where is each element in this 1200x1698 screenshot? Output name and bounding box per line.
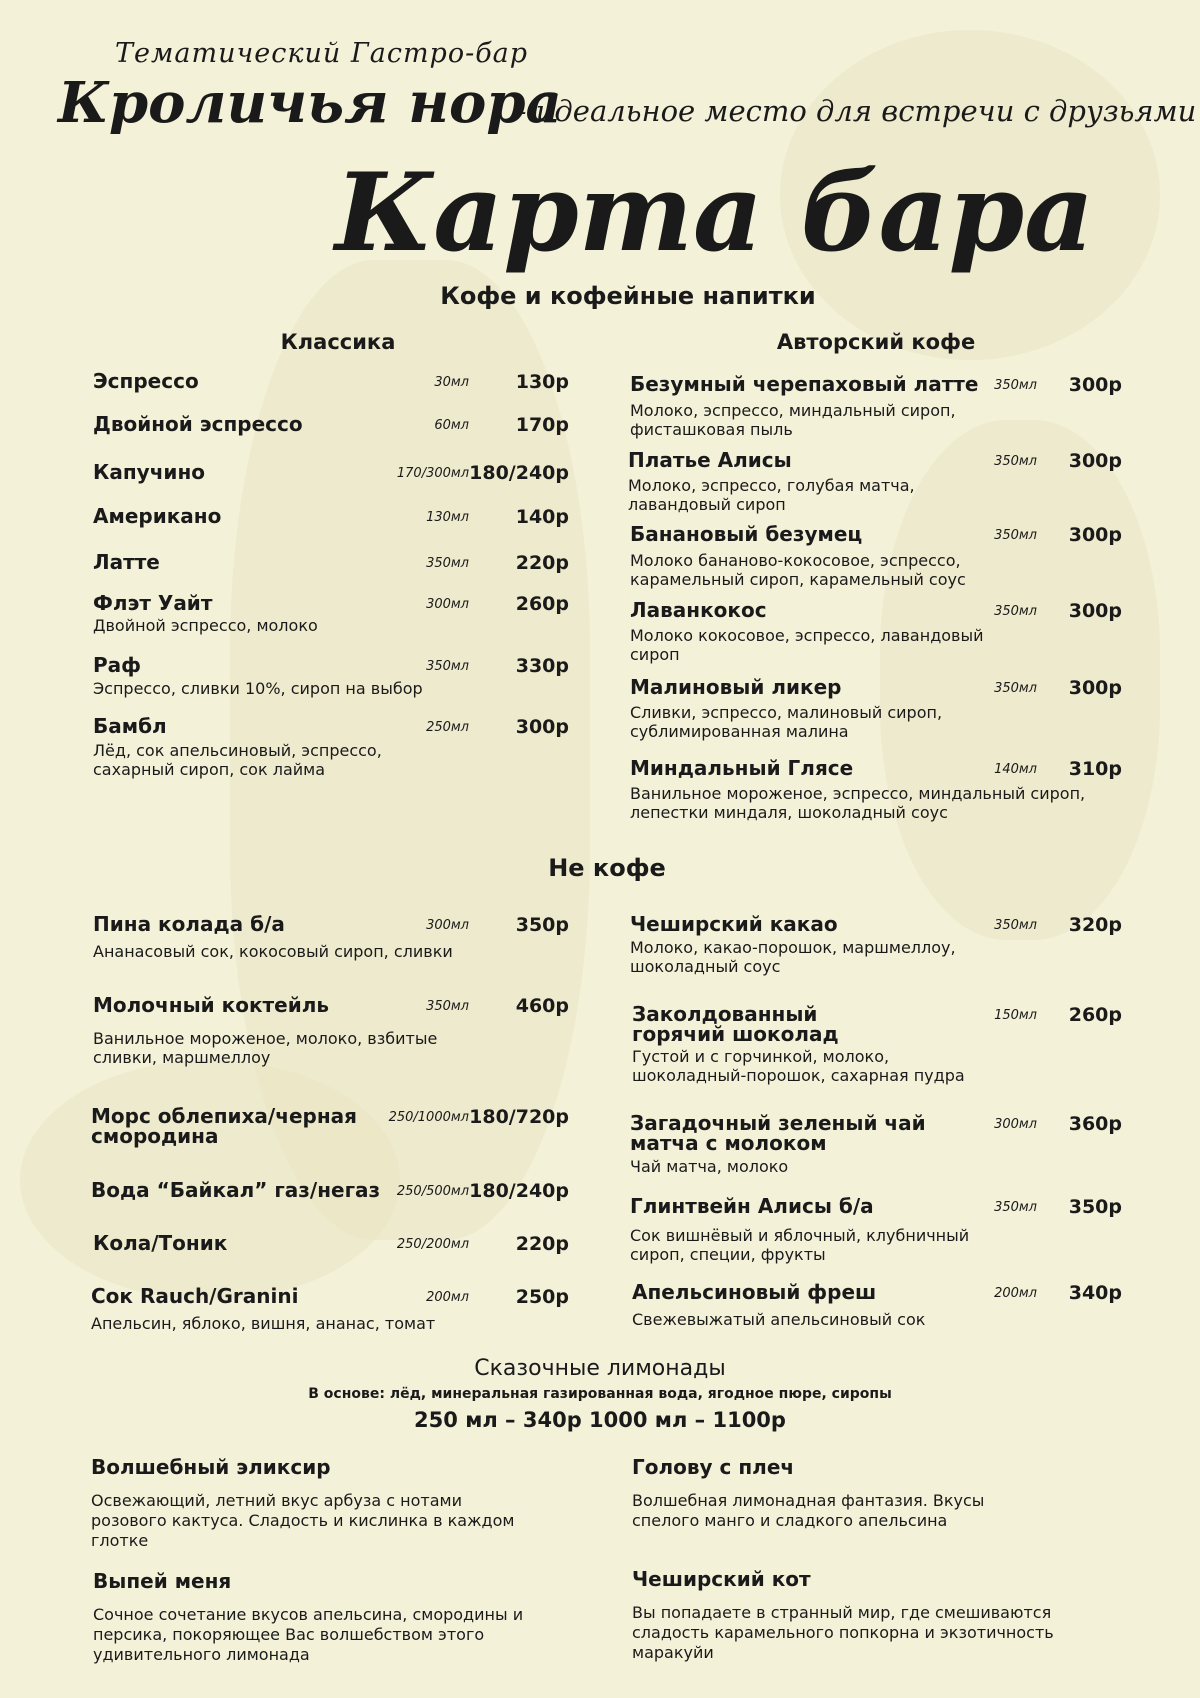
item-price: 260р — [1068, 1004, 1122, 1026]
lemonade-description: Освежающий, летний вкус арбуза с нотами розового кактуса. Сладость и кислинка в каждом глотке — [91, 1491, 515, 1550]
item-name: Пина колада б/а — [93, 912, 285, 936]
item-name: Молочный коктейль — [93, 993, 329, 1017]
item-volume: 300мл — [994, 1117, 1037, 1132]
item-description: Молоко, какао-порошок, маршмеллоу, шоколадный соус — [630, 938, 956, 976]
item-name: Малиновый ликер — [630, 675, 842, 699]
item-name: Вода “Байкал” газ/негаз — [91, 1178, 381, 1202]
lemonade-item — [632, 1567, 1092, 1663]
item-price: 220р — [515, 552, 569, 574]
lemonade-item — [93, 1569, 533, 1665]
item-name: Платье Алисы — [628, 448, 792, 472]
lemonade-description: Вы попадаете в странный мир, где смешиваются сладость карамельного попкорна и экзотичность маракуйи — [632, 1603, 1054, 1662]
item-volume: 350мл — [994, 1200, 1037, 1215]
item-name: Американо — [93, 504, 222, 528]
item-name: Двойной эспрессо — [93, 412, 303, 436]
item-price: 300р — [1068, 677, 1122, 699]
item-price: 140р — [515, 506, 569, 528]
lemonade-name: Выпей меня — [93, 1569, 232, 1593]
item-description: Молоко бананово-кокосовое, эспрессо, карамельный сироп, карамельный соус — [630, 551, 966, 589]
section-heading-lemonades: Сказочные лимонады — [474, 1356, 726, 1381]
item-name: Заколдованный горячий шоколад — [632, 1002, 839, 1046]
item-volume: 350мл — [994, 918, 1037, 933]
item-volume: 300мл — [426, 918, 469, 933]
item-price: 300р — [1068, 524, 1122, 546]
item-price: 350р — [1068, 1196, 1122, 1218]
item-name: Безумный черепаховый латте — [630, 372, 979, 396]
lemonade-item — [632, 1455, 1072, 1531]
item-description: Густой и с горчинкой, молоко, шоколадный-порошок, сахарная пудра — [632, 1047, 965, 1085]
brand-tagline: – идеальное место для встречи с друзьями — [512, 94, 1197, 128]
item-name: Кола/Тоник — [93, 1231, 228, 1255]
item-name: Морс облепиха/черная смородина — [91, 1104, 357, 1148]
item-price: 180/720р — [469, 1106, 569, 1128]
section-heading-not-coffee: Не кофе — [548, 854, 666, 882]
item-volume: 350мл — [994, 528, 1037, 543]
item-price: 310р — [1068, 758, 1122, 780]
item-name: Эспрессо — [93, 369, 199, 393]
item-name: Бамбл — [93, 714, 167, 738]
item-name: Чеширский какао — [630, 912, 838, 936]
item-volume: 250/200мл — [396, 1237, 469, 1252]
column-heading-author: Авторский кофе — [776, 330, 976, 354]
item-volume: 350мл — [426, 659, 469, 674]
item-volume: 300мл — [426, 597, 469, 612]
lemonade-name: Чеширский кот — [632, 1567, 811, 1591]
item-name: Загадочный зеленый чай матча с молоком — [630, 1111, 926, 1155]
page-title: Карта бара — [335, 150, 1095, 276]
lemonade-name: Волшебный эликсир — [91, 1455, 331, 1479]
item-description: Ананасовый сок, кокосовый сироп, сливки — [93, 942, 453, 961]
item-price: 340р — [1068, 1282, 1122, 1304]
item-volume: 200мл — [426, 1290, 469, 1305]
item-price: 320р — [1068, 914, 1122, 936]
item-volume: 350мл — [426, 556, 469, 571]
item-name: Миндальный Глясе — [630, 756, 854, 780]
item-volume: 350мл — [994, 454, 1037, 469]
item-description: Эспрессо, сливки 10%, сироп на выбор — [93, 679, 423, 698]
item-price: 360р — [1068, 1113, 1122, 1135]
item-name: Лаванкокос — [630, 598, 767, 622]
item-volume: 350мл — [994, 604, 1037, 619]
item-name: Банановый безумец — [630, 522, 863, 546]
lemonade-name: Голову с плеч — [632, 1455, 795, 1479]
item-description: Апельсин, яблоко, вишня, ананас, томат — [91, 1314, 436, 1333]
item-name: Глинтвейн Алисы б/а — [630, 1194, 874, 1218]
item-description: Свежевыжатый апельсиновый сок — [632, 1310, 926, 1329]
item-volume: 250/500мл — [396, 1184, 469, 1199]
item-price: 300р — [1068, 374, 1122, 396]
item-volume: 30мл — [434, 375, 469, 390]
item-volume: 350мл — [426, 999, 469, 1014]
item-price: 220р — [515, 1233, 569, 1255]
item-price: 300р — [515, 716, 569, 738]
bar-subtitle: Тематический Гастро-бар — [115, 38, 529, 69]
item-price: 260р — [515, 593, 569, 615]
section-heading-coffee: Кофе и кофейные напитки — [440, 282, 816, 310]
item-description: Молоко, эспрессо, голубая матча, лавандовый сироп — [628, 476, 915, 514]
item-volume: 350мл — [994, 681, 1037, 696]
lemonade-description: Волшебная лимонадная фантазия. Вкусы спелого манго и сладкого апельсина — [632, 1491, 985, 1530]
item-name: Раф — [93, 653, 141, 677]
item-volume: 200мл — [994, 1286, 1037, 1301]
item-volume: 170/300мл — [396, 466, 469, 481]
item-description: Молоко кокосовое, эспрессо, лавандовый сироп — [630, 626, 984, 664]
item-price: 300р — [1068, 600, 1122, 622]
item-name: Апельсиновый фреш — [632, 1280, 877, 1304]
item-volume: 350мл — [994, 378, 1037, 393]
lemonade-description: Сочное сочетание вкусов апельсина, смородины и персика, покоряющее Вас волшебством этого удивительного лимонада — [93, 1605, 524, 1664]
item-volume: 250/1000мл — [388, 1110, 469, 1125]
lemonade-item — [91, 1455, 531, 1551]
item-price: 460р — [515, 995, 569, 1017]
item-price: 170р — [515, 414, 569, 436]
item-volume: 140мл — [994, 762, 1037, 777]
item-price: 250р — [515, 1286, 569, 1308]
item-price: 180/240р — [469, 1180, 569, 1202]
item-description: Молоко, эспрессо, миндальный сироп, фисташковая пыль — [630, 401, 956, 439]
item-description: Сливки, эспрессо, малиновый сироп, сублимированная малина — [630, 703, 943, 741]
lemonades-base: В основе: лёд, минеральная газированная вода, ягодное пюре, сиропы — [308, 1386, 892, 1402]
item-name: Сок Rauch/Granini — [91, 1284, 299, 1308]
item-price: 350р — [515, 914, 569, 936]
brand-name: Кроличья нора — [58, 70, 562, 136]
item-volume: 250мл — [426, 720, 469, 735]
item-price: 330р — [515, 655, 569, 677]
item-volume: 130мл — [426, 510, 469, 525]
item-price: 130р — [515, 371, 569, 393]
item-description: Ванильное мороженое, молоко, взбитые сливки, маршмеллоу — [93, 1029, 438, 1067]
lemonades-prices: 250 мл – 340р 1000 мл – 1100р — [414, 1408, 786, 1432]
item-name: Флэт Уайт — [93, 591, 213, 615]
item-name: Капучино — [93, 460, 206, 484]
column-heading-classic: Классика — [280, 330, 396, 354]
item-volume: 60мл — [434, 418, 469, 433]
item-volume: 150мл — [994, 1008, 1037, 1023]
item-description: Чай матча, молоко — [630, 1157, 789, 1176]
item-description: Сок вишнёвый и яблочный, клубничный сироп, специи, фрукты — [630, 1226, 970, 1264]
item-description: Двойной эспрессо, молоко — [93, 616, 318, 635]
item-name: Латте — [93, 550, 160, 574]
item-price: 300р — [1068, 450, 1122, 472]
item-description: Ванильное мороженое, эспрессо, миндальный сироп, лепестки миндаля, шоколадный соус — [630, 784, 1086, 822]
item-price: 180/240р — [469, 462, 569, 484]
item-description: Лёд, сок апельсиновый, эспрессо, сахарный сироп, сок лайма — [93, 741, 382, 779]
